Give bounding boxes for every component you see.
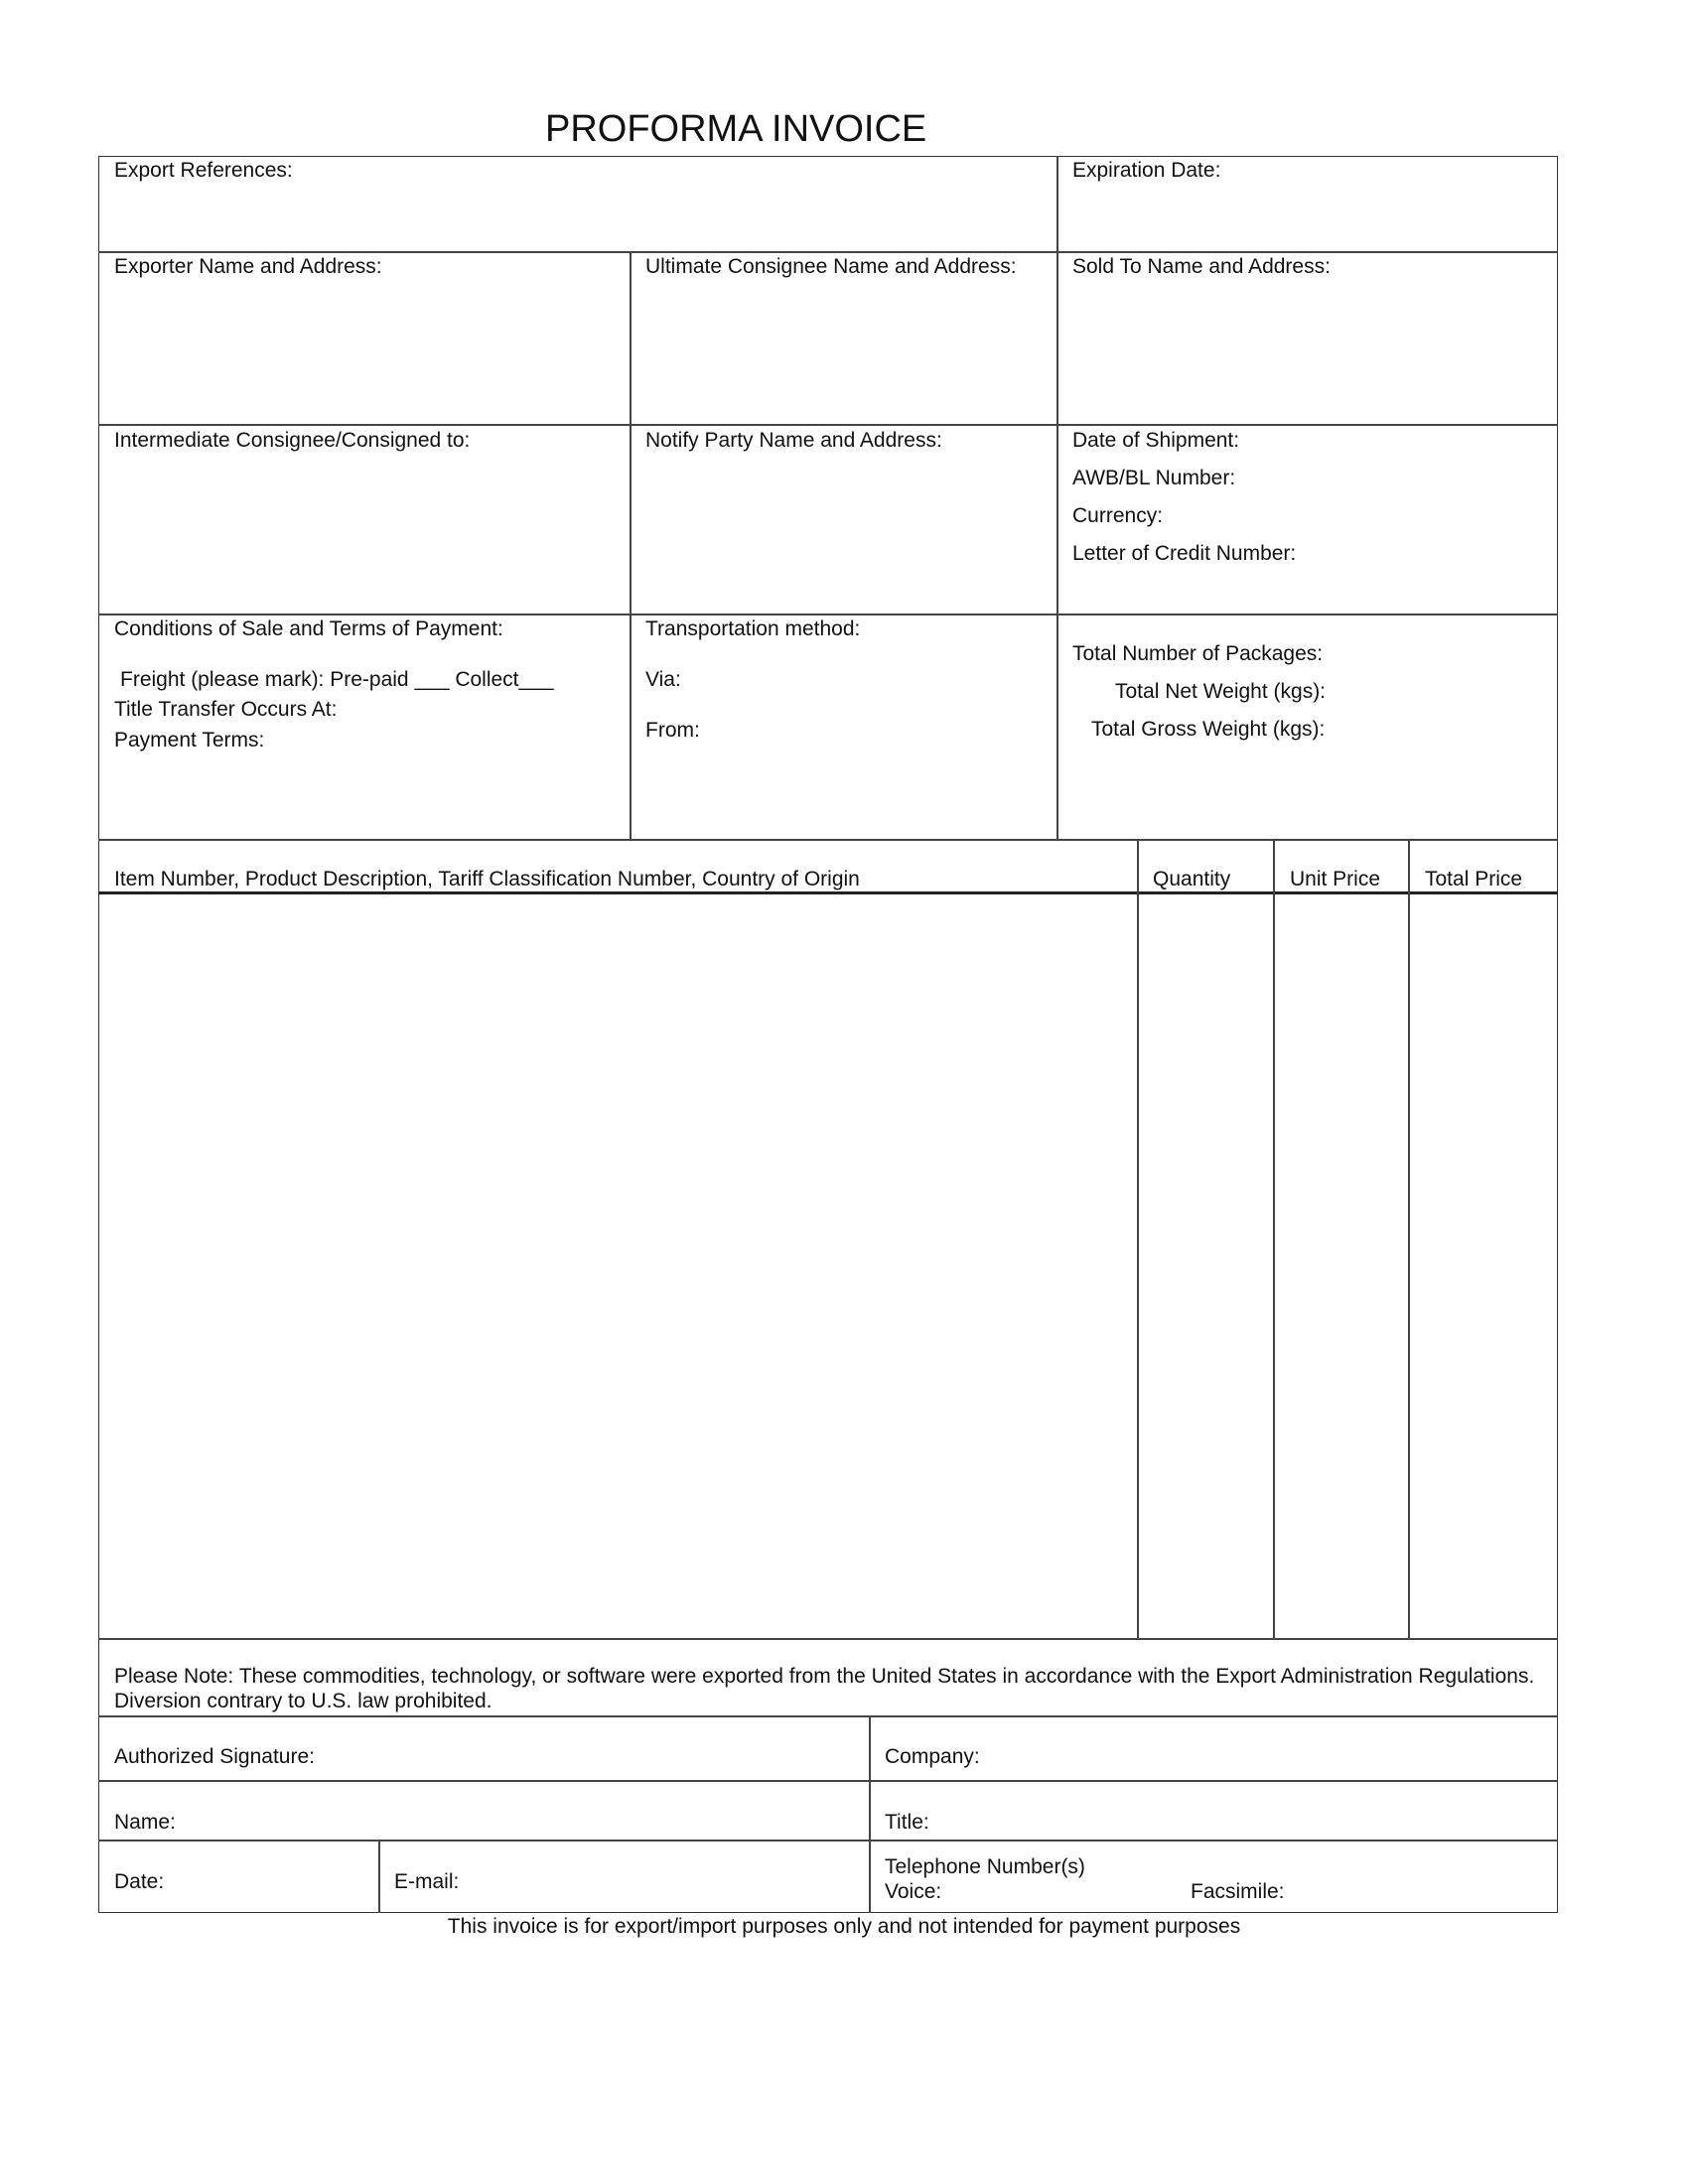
row-divider	[98, 1840, 1558, 1842]
row-divider	[98, 839, 1558, 841]
page-title: PROFORMA INVOICE	[545, 108, 927, 150]
intermediate-consignee-label: Intermediate Consignee/Consigned to:	[114, 429, 471, 452]
total-price-header: Total Price	[1425, 868, 1523, 890]
date-label: Date:	[114, 1870, 165, 1893]
facsimile-label: Facsimile:	[1191, 1880, 1285, 1903]
date-of-shipment-label: Date of Shipment:	[1072, 429, 1240, 452]
ultimate-consignee-label: Ultimate Consignee Name and Address:	[645, 255, 1017, 278]
total-packages-label: Total Number of Packages:	[1072, 642, 1324, 665]
export-references-label: Export References:	[114, 159, 293, 182]
title-label: Title:	[885, 1811, 929, 1834]
name-label: Name:	[114, 1811, 176, 1834]
company-label: Company:	[885, 1745, 980, 1768]
conditions-label: Conditions of Sale and Terms of Payment:	[114, 617, 503, 640]
total-net-weight-label: Total Net Weight (kgs):	[1115, 680, 1327, 703]
column-divider	[869, 1715, 871, 1913]
payment-terms-label: Payment Terms:	[114, 729, 265, 751]
total-gross-weight-label: Total Gross Weight (kgs):	[1091, 718, 1326, 741]
unit-price-header: Unit Price	[1290, 868, 1381, 890]
quantity-header: Quantity	[1153, 868, 1231, 890]
column-divider	[1408, 839, 1410, 1639]
notify-party-label: Notify Party Name and Address:	[645, 429, 942, 452]
title-transfer-label: Title Transfer Occurs At:	[114, 698, 338, 721]
via-label: Via:	[645, 668, 681, 691]
from-label: From:	[645, 719, 700, 742]
invoice-form	[98, 156, 1558, 1913]
telephone-label: Telephone Number(s)	[885, 1855, 1085, 1878]
row-divider	[98, 1638, 1558, 1640]
table-header-divider	[98, 891, 1558, 894]
currency-label: Currency:	[1072, 504, 1164, 527]
row-divider	[98, 1780, 1558, 1782]
column-divider	[630, 251, 632, 840]
column-divider	[1056, 156, 1058, 840]
freight-label: Freight (please mark): Pre-paid ___ Collect___	[120, 668, 554, 691]
row-divider	[98, 251, 1558, 253]
row-divider	[98, 424, 1558, 426]
column-divider	[378, 1840, 380, 1913]
expiration-date-label: Expiration Date:	[1072, 159, 1221, 182]
sold-to-label: Sold To Name and Address:	[1072, 255, 1331, 278]
letter-of-credit-label: Letter of Credit Number:	[1072, 542, 1297, 565]
authorized-signature-label: Authorized Signature:	[114, 1745, 315, 1768]
awb-bl-label: AWB/BL Number:	[1072, 467, 1236, 489]
exporter-label: Exporter Name and Address:	[114, 255, 382, 278]
transportation-label: Transportation method:	[645, 617, 861, 640]
column-divider	[1273, 839, 1275, 1639]
export-note: Please Note: These commodities, technology, or software were exported from the United States in accordance with the Export Administration Regulations. Diversion contrary to U.S. law prohibited.	[114, 1665, 1535, 1712]
column-divider	[1137, 839, 1139, 1639]
row-divider	[98, 614, 1558, 615]
footer-disclaimer: This invoice is for export/import purposes only and not intended for payment purposes	[447, 1915, 1241, 1938]
email-label: E-mail:	[394, 1870, 460, 1893]
row-divider	[98, 1715, 1558, 1717]
item-description-header: Item Number, Product Description, Tariff Classification Number, Country of Origin	[114, 868, 860, 890]
voice-label: Voice:	[885, 1880, 942, 1903]
